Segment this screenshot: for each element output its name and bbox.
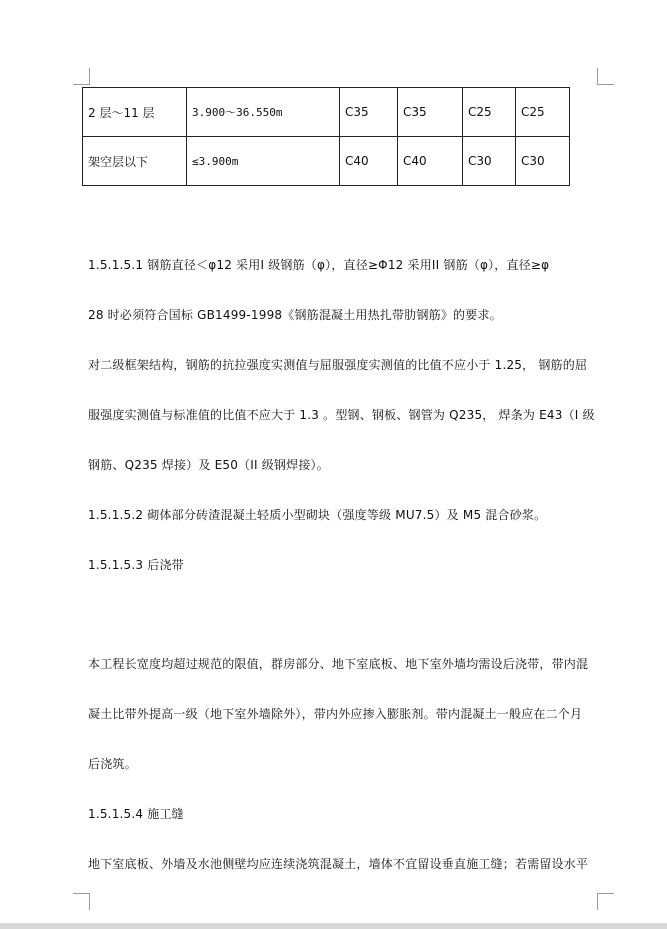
paragraph-1-5-1-5-1-line-2: 28 时必须符合国标 GB1499-1998《钢筋混凝土用热扎带肋钢筋》的要求。 (88, 308, 502, 322)
table-cell-elevation: ≤3.900m (187, 137, 340, 186)
table-row (83, 88, 570, 137)
page-corner-mark-top-left (73, 68, 90, 85)
table-cell-grade: C25 (516, 88, 570, 137)
table-row (83, 137, 570, 186)
section-1-5-1-5-2-masonry: 1.5.1.5.2 砌体部分砖渣混凝土轻质小型砌块（强度等级 MU7.5）及 M5 混合砂浆。 (88, 508, 547, 522)
paragraph-frame-rebar-line-1: 对二级框架结构，钢筋的抗拉强度实测值与屈服强度实测值的比值不应小于 1.25， 钢筋的屈 (88, 358, 588, 372)
paragraph-post-pour-strip-line-2: 凝土比带外提高一级（地下室外墙除外），带内外应掺入膨胀剂。带内混凝土一般应在二个月 (88, 707, 583, 721)
paragraph-frame-rebar-line-2: 服强度实测值与标准值的比值不应大于 1.3 。型钢、钢板、钢管为 Q235， 焊条为 E43（I 级 (88, 408, 595, 422)
section-heading-post-pour-strip: 1.5.1.5.3 后浇带 (88, 558, 184, 572)
table-cell-grade: C40 (340, 137, 398, 186)
paragraph-1-5-1-5-1-line-1: 1.5.1.5.1 钢筋直径＜φ12 采用Ⅰ 级钢筋（φ），直径≥Φ12 采用ⅠⅠ 钢筋（φ），直径≥φ (88, 258, 550, 272)
table-cell-grade: C35 (340, 88, 398, 137)
concrete-grade-table (82, 87, 570, 186)
section-heading-construction-joint: 1.5.1.5.4 施工缝 (88, 807, 184, 821)
table-cell-grade: C35 (398, 88, 463, 137)
table-cell-elevation: 3.900～36.550m (187, 88, 340, 137)
page-corner-mark-top-right (597, 68, 614, 85)
page-corner-mark-bottom-left (73, 893, 90, 910)
table-cell-floor-range: 架空层以下 (83, 137, 187, 186)
table-cell-grade: C40 (398, 137, 463, 186)
table-cell-grade: C30 (463, 137, 516, 186)
page-corner-mark-bottom-right (597, 893, 614, 910)
paragraph-post-pour-strip-line-3: 后浇筑。 (88, 757, 137, 771)
table-cell-floor-range: 2 层～11 层 (83, 88, 187, 137)
table-cell-grade: C30 (516, 137, 570, 186)
page-bottom-edge (0, 923, 667, 929)
table-cell-grade: C25 (463, 88, 516, 137)
paragraph-frame-rebar-line-3: 钢筋、Q235 焊接）及 E50（II 级钢焊接）。 (88, 458, 329, 472)
paragraph-construction-joint-line-1: 地下室底板、外墙及水池侧壁均应连续浇筑混凝土，墙体不宜留设垂直施工缝；若需留设水平 (88, 857, 589, 871)
paragraph-post-pour-strip-line-1: 本工程长宽度均超过规范的限值，群房部分、地下室底板、地下室外墙均需设后浇带，带内混 (88, 657, 589, 671)
